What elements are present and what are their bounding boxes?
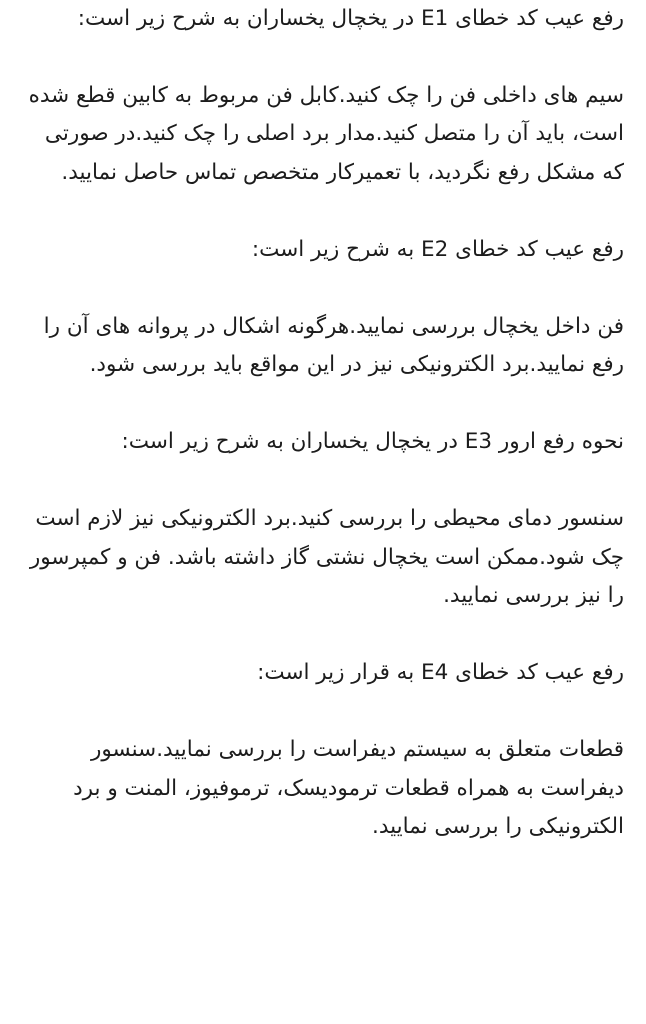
section-heading-e2: رفع عیب کد خطای E2 به شرح زیر است:: [251, 236, 624, 262]
section-heading-e3: نحوه رفع ارور E3 در یخچال یخساران به شرح زیر است:: [121, 429, 624, 454]
paragraph-spacer: [20, 462, 624, 501]
paragraph-spacer: [20, 269, 624, 308]
paragraph-spacer: [20, 693, 624, 732]
paragraph-spacer: [20, 38, 624, 77]
paragraph-spacer: [20, 192, 624, 231]
section-heading-e1: رفع عیب کد خطای E1 در یخچال یخساران به شرح زیر است:: [77, 5, 624, 31]
section-body-e1: سیم های داخلی فن را چک کنید.کابل فن مربوط به کابین قطع شده است، باید آن را متصل کنید.مدار برد اصلی را چک کنید.در صورتی که مشکل رفع نگردید، با تعمیرکار متخصص تماس حاصل نمایید.: [28, 82, 624, 185]
section-body-e3: سنسور دمای محیطی را بررسی کنید.برد الکترونیکی نیز لازم است چک شود.ممکن است یخچال نشتی گاز داشته باشد. فن و کمپرسور را نیز بررسی نمایید.: [29, 506, 624, 608]
paragraph-spacer: [20, 616, 624, 655]
paragraph-spacer: [20, 385, 624, 424]
section-body-e2: فن داخل یخچال بررسی نمایید.هرگونه اشکال در پروانه های آن را رفع نمایید.برد الکترونیکی نیز در این مواقع باید بررسی شود.: [43, 313, 624, 377]
section-body-e4: قطعات متعلق به سیستم دیفراست را بررسی نمایید.سنسور دیفراست به همراه قطعات ترمودیسک، ترموفیوز، المنت و برد الکترونیکی را بررسی نمایید.: [73, 737, 624, 839]
article-content: [20, 0, 624, 847]
section-heading-e4: رفع عیب کد خطای E4 به قرار زیر است:: [257, 660, 624, 685]
